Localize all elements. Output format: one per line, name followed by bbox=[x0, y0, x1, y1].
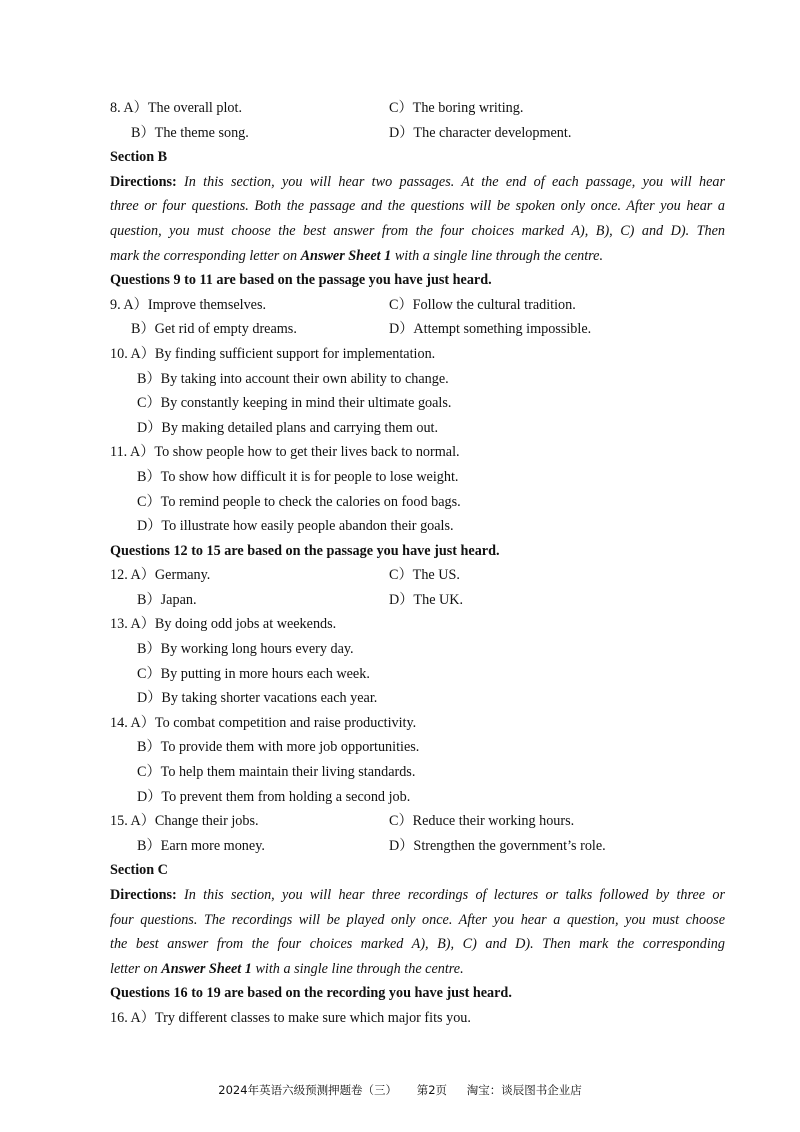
option-d: D）Attempt something impossible. bbox=[389, 321, 592, 338]
question-14-option-c: C）To help them maintain their living standards. bbox=[137, 764, 416, 781]
question-13-option-d: D）By taking shorter vacations each year. bbox=[137, 690, 378, 707]
question-15-row1 bbox=[110, 809, 725, 834]
section-b-directions-line4: mark the corresponding letter on Answer Sheet 1 with a single line through the centre. bbox=[110, 247, 603, 264]
answer-sheet-label: Answer Sheet 1 bbox=[300, 247, 392, 264]
question-13-option-b: B）By working long hours every day. bbox=[137, 641, 354, 658]
section-c-directions-line4: letter on Answer Sheet 1 with a single line through the centre. bbox=[110, 960, 464, 977]
option-d: D）The UK. bbox=[389, 591, 464, 608]
question-13-row1 bbox=[110, 612, 725, 637]
option-a: A）Try different classes to make sure which major fits you. bbox=[130, 1009, 471, 1026]
option-c: C）Reduce their working hours. bbox=[389, 813, 575, 830]
section-b-directions-line2: three or four questions. Both the passage and the questions will be spoken only once. After you hear a bbox=[110, 198, 725, 215]
question-10-option-c: C）By constantly keeping in mind their ultimate goals. bbox=[137, 395, 452, 412]
exam-page bbox=[110, 96, 725, 1031]
directions-label: Directions bbox=[110, 173, 172, 190]
question-9-row2 bbox=[110, 317, 725, 342]
page-footer bbox=[0, 1082, 800, 1098]
question-10-row1 bbox=[110, 342, 725, 367]
question-16-row1 bbox=[110, 1006, 725, 1031]
option-a: A）Change their jobs. bbox=[130, 813, 259, 830]
question-number: 10. bbox=[110, 345, 128, 362]
footer-page-number: 第2页 bbox=[416, 1083, 448, 1097]
question-11-option-d: D）To illustrate how easily people abandon their goals. bbox=[137, 518, 454, 535]
section-c-directions-line1: Directions: In this section, you will hear three recordings of lectures or talks followed by three or bbox=[110, 887, 725, 903]
section-c-directions-line3: the best answer from the four choices marked A), B), C) and D). Then mark the corresponding bbox=[110, 936, 725, 953]
question-11-option-c: C）To remind people to check the calories on food bags. bbox=[137, 493, 461, 510]
question-11-row1 bbox=[110, 440, 725, 465]
question-14-option-d: D）To prevent them from holding a second job. bbox=[137, 788, 411, 805]
question-number: 16. bbox=[110, 1009, 128, 1026]
footer-shop-name: 淘宝：谈辰图书企业店 bbox=[466, 1083, 582, 1097]
section-c-directions-line2: four questions. The recordings will be played only once. After you hear a question, you must choose bbox=[110, 911, 725, 928]
question-8-row2 bbox=[110, 121, 725, 146]
question-10-option-b: B）By taking into account their own ability to change. bbox=[137, 370, 449, 387]
question-number: 12. bbox=[110, 567, 128, 584]
question-number: 9. bbox=[110, 296, 121, 313]
question-14-option-b: B）To provide them with more job opportunities. bbox=[137, 739, 420, 756]
option-b: B）Get rid of empty dreams. bbox=[131, 321, 297, 338]
option-a: A）By doing odd jobs at weekends. bbox=[130, 616, 337, 633]
question-9-row1 bbox=[110, 293, 725, 318]
question-group-heading: Questions 16 to 19 are based on the recording you have just heard. bbox=[110, 985, 512, 1002]
question-8-row1 bbox=[110, 96, 725, 121]
question-number: 11. bbox=[110, 444, 128, 461]
question-12-row2 bbox=[110, 588, 725, 613]
option-a: A）Germany. bbox=[130, 567, 211, 584]
option-c: C）Follow the cultural tradition. bbox=[389, 296, 576, 313]
section-c-title: Section C bbox=[110, 862, 168, 879]
question-group-heading: Questions 9 to 11 are based on the passage you have just heard. bbox=[110, 272, 492, 289]
question-11-option-b: B）To show how difficult it is for people to lose weight. bbox=[137, 468, 459, 485]
question-14-row1 bbox=[110, 711, 725, 736]
question-number: 8. bbox=[110, 100, 121, 116]
option-c: C）The boring writing. bbox=[389, 100, 524, 116]
option-a: A）By finding sufficient support for implementation. bbox=[130, 345, 436, 362]
question-13-option-c: C）By putting in more hours each week. bbox=[137, 665, 370, 682]
section-b-title: Section B bbox=[110, 149, 168, 166]
option-a: A）To show people how to get their lives back to normal. bbox=[129, 444, 460, 461]
question-number: 13. bbox=[110, 616, 128, 633]
question-10-option-d: D）By making detailed plans and carrying them out. bbox=[137, 419, 439, 436]
option-b: B）The theme song. bbox=[131, 124, 249, 141]
option-d: D）The character development. bbox=[389, 124, 572, 141]
footer-exam-title: 2024年英语六级预测押题卷（三） bbox=[218, 1083, 398, 1097]
question-number: 15. bbox=[110, 813, 128, 830]
question-number: 14. bbox=[110, 714, 128, 731]
option-d: D）Strengthen the government’s role. bbox=[389, 837, 606, 854]
option-b: B）Earn more money. bbox=[137, 837, 265, 854]
directions-label: Directions bbox=[110, 887, 172, 903]
option-a: A）Improve themselves. bbox=[123, 296, 267, 313]
option-a: A）The overall plot. bbox=[123, 100, 242, 116]
question-group-heading: Questions 12 to 15 are based on the passage you have just heard. bbox=[110, 542, 500, 559]
question-15-row2 bbox=[110, 834, 725, 859]
option-b: B）Japan. bbox=[137, 591, 197, 608]
section-b-directions-line1: Directions: In this section, you will hear two passages. At the end of each passage, you will hear bbox=[110, 173, 725, 190]
answer-sheet-label: Answer Sheet 1 bbox=[161, 960, 252, 977]
option-a: A）To combat competition and raise productivity. bbox=[130, 714, 417, 731]
option-c: C）The US. bbox=[389, 567, 460, 584]
section-b-directions-line3: question, you must choose the best answer from the four choices marked A), B), C) and D). Then bbox=[110, 222, 725, 239]
question-12-row1 bbox=[110, 563, 725, 588]
